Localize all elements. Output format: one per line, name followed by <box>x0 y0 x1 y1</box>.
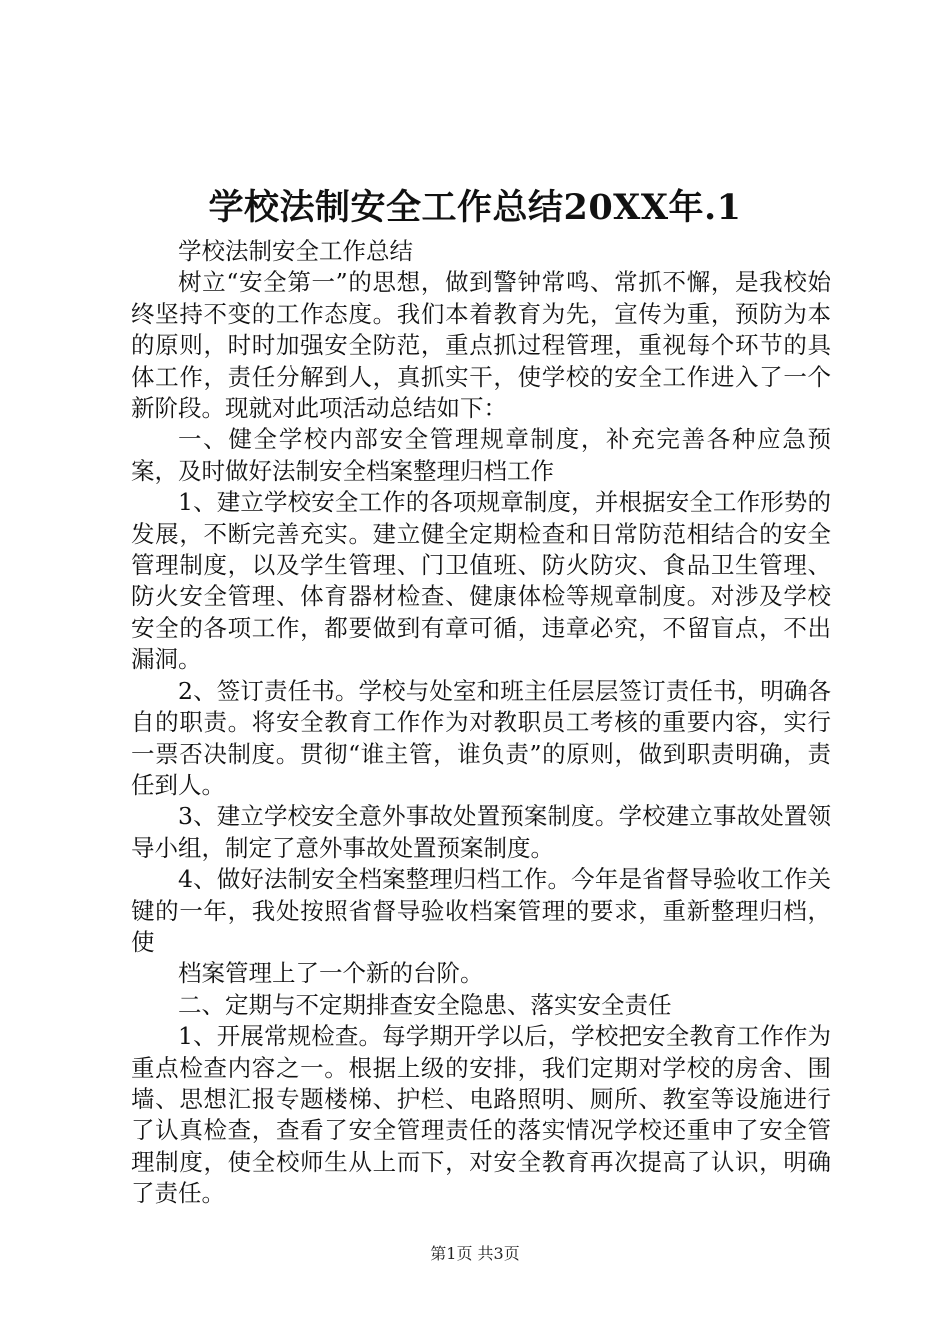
paragraph-section-2-heading: 二、定期与不定期排查安全隐患、落实安全责任 <box>178 990 672 1019</box>
paragraph-subtitle: 学校法制安全工作总结 <box>178 237 413 265</box>
paragraph-intro: 树立“安全第一”的思想，做到警钟常鸣、常抓不懈，是我校始终坚持不变的工作态度。我们本着教育为先，宣传为重，预防为本的原则，时时加强安全防范，重点抓过程管理，重视每个环节的具体工作，责任分解到人，真抓实干，使学校的安全工作进入了一个新阶段。现就对此项活动总结如下： <box>131 268 831 423</box>
page-footer: 第1页 共3页 <box>430 1244 520 1263</box>
document-title: 学校法制安全工作总结20XX年.1 <box>208 187 742 228</box>
paragraph-item-2: 2、签订责任书。学校与处室和班主任层层签订责任书，明确各自的职责。将安全教育工作作为对教职员工考核的重要内容，实行一票否决制度。贯彻“谁主管，谁负责”的原则，做到职责明确，责任到人。 <box>131 676 831 799</box>
paragraph-item-1: 1、建立学校安全工作的各项规章制度，并根据安全工作形势的发展，不断完善充实。建立健全定期检查和日常防范相结合的安全管理制度，以及学生管理、门卫值班、防火防灾、食品卫生管理、防火安全管理、体育器材检查、健康体检等规章制度。对涉及学校安全的各项工作，都要做到有章可循，违章必究，不留盲点，不出漏洞。 <box>131 488 831 674</box>
paragraph-item-4: 4、做好法制安全档案整理归档工作。今年是省督导验收工作关键的一年，我处按照省督导验收档案管理的要求，重新整理归档，使 <box>131 865 831 956</box>
paragraph-item-4-continued: 档案管理上了一个新的台阶。 <box>178 959 484 988</box>
paragraph-section-1-heading: 一、健全学校内部安全管理规章制度，补充完善各种应急预案，及时做好法制安全档案整理归档工作 <box>131 425 831 485</box>
paragraph-section-2-item-1: 1、开展常规检查。每学期开学以后，学校把安全教育工作作为重点检查内容之一。根据上级的安排，我们定期对学校的房舍、围墙、思想汇报专题楼梯、护栏、电路照明、厕所、教室等设施进行了认真检查，查看了安全管理责任的落实情况学校还重申了安全管理制度，使全校师生从上而下，对安全教育再次提高了认识，明确了责任。 <box>131 1022 831 1208</box>
paragraph-item-3: 3、建立学校安全意外事故处置预案制度。学校建立事故处置领导小组，制定了意外事故处置预案制度。 <box>131 802 831 862</box>
document-body <box>131 236 831 1210</box>
